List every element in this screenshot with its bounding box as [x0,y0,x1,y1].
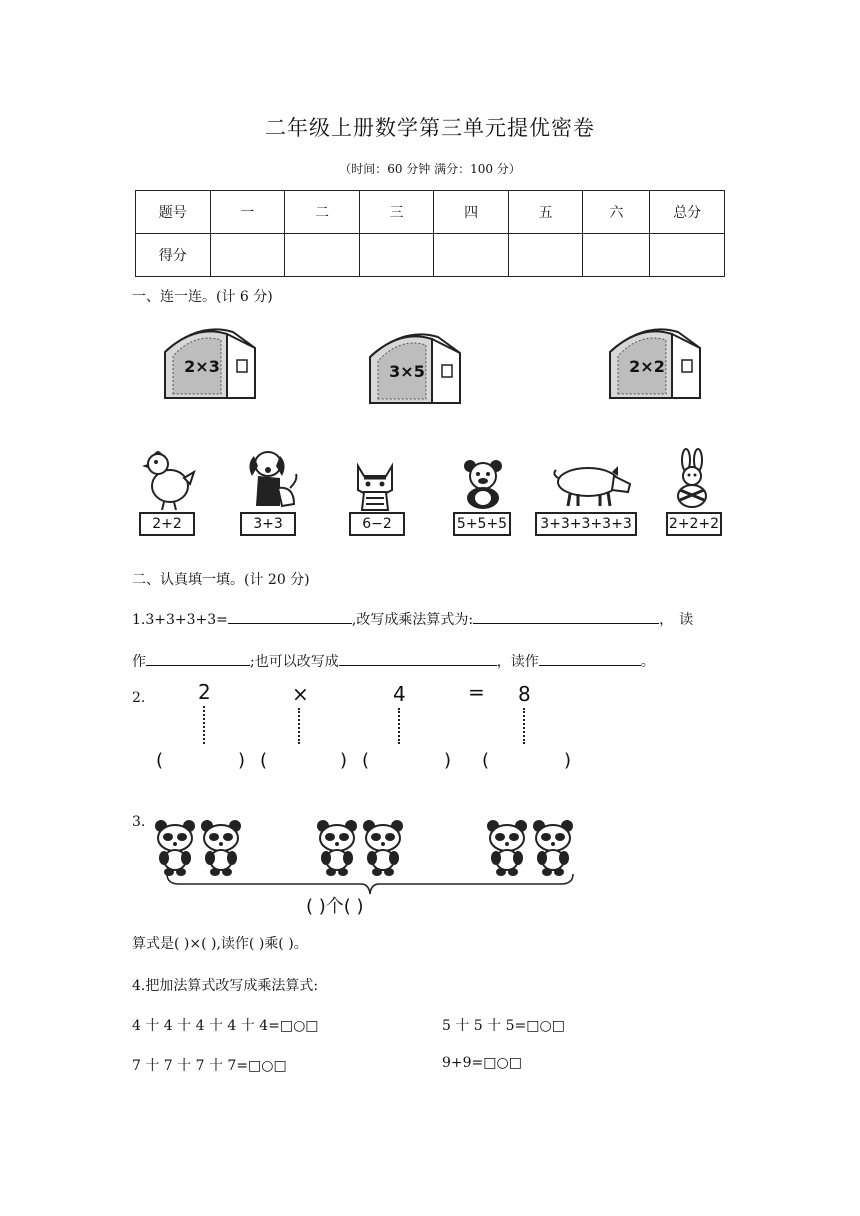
panda-group-icon [155,818,585,878]
section-2-heading: 二、认真填一填。(计 20 分) [132,572,310,588]
curly-brace [165,872,575,898]
brace-label: ( )个( ) [306,896,364,917]
question-text: ,改写成乘法算式为: [351,612,474,628]
answer-paren: ( [362,750,370,771]
page-title: 二年级上册数学第三单元提优密卷 [265,116,595,140]
pig-icon [548,460,636,508]
house-expression: 2×2 [629,357,665,376]
question-text: ;也可以改写成 [250,654,339,670]
conversion-item: 4 十 4 十 4 十 4 十 4=□○□ [132,1018,319,1034]
animal-expression: 3+3 [240,512,296,536]
question-text: 1.3+3+3+3= [132,612,228,628]
equation-token: 4 [393,682,406,706]
dog-icon [244,448,300,510]
answer-paren: ) [564,750,572,771]
answer-blank[interactable] [146,651,250,666]
header-cell: 五 [508,191,583,234]
answer-blank[interactable] [339,651,497,666]
question-1-line-1 [132,609,699,629]
question-text: ，读 [659,612,700,628]
house-expression: 3×5 [389,362,425,381]
header-cell: 三 [359,191,434,234]
row-label: 得分 [136,234,211,277]
question-number: 3. [132,814,146,830]
dotted-connector [298,708,302,744]
conversion-item: 9+9=□○□ [442,1055,522,1071]
animal-expression: 2+2+2 [666,512,722,536]
header-cell: 二 [285,191,360,234]
animal-expression: 3+3+3+3+3 [535,512,637,536]
section-1-heading: 一、连一连。(计 6 分) [132,289,273,305]
bear-icon [460,458,506,510]
score-cell[interactable] [285,234,360,277]
score-cell[interactable] [210,234,285,277]
equation-token: = [468,680,485,704]
chicken-icon [140,448,196,510]
exam-info: （时间：60 分钟 满分：100 分） [339,162,521,176]
answer-blank[interactable] [539,651,641,666]
header-cell: 四 [434,191,509,234]
header-cell: 总分 [650,191,725,234]
animal-expression: 2+2 [139,512,195,536]
question-text: 。 [640,654,655,670]
score-cell[interactable] [359,234,434,277]
header-cell: 一 [210,191,285,234]
score-table-header-row [136,191,725,234]
score-table-score-row [136,234,725,277]
answer-paren: ) [444,750,452,771]
equation-token: 8 [518,682,531,706]
score-cell[interactable] [583,234,650,277]
answer-paren: ( [156,750,164,771]
question-1-line-2 [132,651,655,671]
question-number: 2. [132,690,146,706]
question-text: 作 [132,654,146,670]
answer-paren: ( [260,750,268,771]
house-expression: 2×3 [184,357,220,376]
conversion-item: 5 十 5 十 5=□○□ [442,1018,565,1034]
score-cell[interactable] [650,234,725,277]
question-text: ，读作 [496,654,539,670]
dotted-connector [523,708,527,744]
animal-expression: 5+5+5 [453,512,511,536]
answer-blank[interactable] [473,609,659,624]
answer-paren: ) [238,750,246,771]
header-cell: 六 [583,191,650,234]
equation-token: 2 [198,680,211,704]
header-cell: 题号 [136,191,211,234]
cat-icon [352,460,398,512]
score-cell[interactable] [508,234,583,277]
animal-expression: 6−2 [349,512,405,536]
dotted-connector [398,708,402,744]
equation-token: × [292,682,309,706]
answer-paren: ( [482,750,490,771]
conversion-item: 7 十 7 十 7 十 7=□○□ [132,1058,287,1074]
answer-paren: ) [340,750,348,771]
score-cell[interactable] [434,234,509,277]
question-3-formula: 算式是( )×( ),读作( )乘( )。 [132,936,308,952]
rabbit-icon [668,448,716,510]
answer-blank[interactable] [228,609,352,624]
score-table [135,190,725,277]
dotted-connector [203,706,207,744]
question-4-heading: 4.把加法算式改写成乘法算式: [132,978,319,994]
